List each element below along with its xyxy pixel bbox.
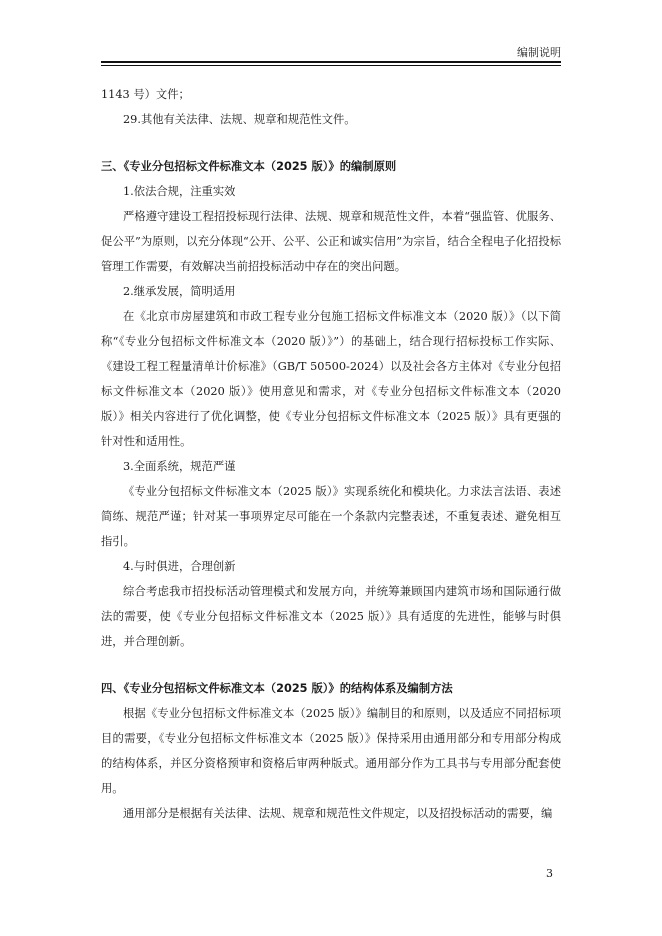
paragraph-5: 根据《专业分包招标文件标准文本（2025 版）》编制目的和原则，以及适应不同招标项目的需要，《专业分包招标文件标准文本（2025 版）》保持采用由通用部分和专用部分构成的结构体系，并区分资格预审和资格后审两种版式。通用部分作为工具书与专用部分配套使用。 (101, 707, 561, 795)
paragraph-3: 《专业分包招标文件标准文本（2025 版）》实现系统化和模块化。力求法言法语、表述简练、规范严谨；针对某一事项界定尽可能在一个条款内完整表述，不重复表述、避免相互指引。 (101, 485, 561, 548)
header-rule-thin (101, 65, 561, 66)
header-rule-thick (101, 61, 561, 63)
header-title: 编制说明 (517, 46, 561, 59)
list-item-29: 29.其他有关法律、法规、规章和规范性文件。 (123, 113, 356, 126)
document-body (101, 82, 561, 826)
paragraph-continuation: 1143 号）文件； (101, 88, 190, 101)
paragraph-2: 在《北京市房屋建筑和市政工程专业分包施工招标文件标准文本（2020 版）》（以下简称“《专业分包招标文件标准文本（2020 版）》”）的基础上，结合现行招标投标工作实际、《建设工程工程量清单计价标准》（GB/T 50500-2024）以及社会各方主体对《专业分包招标文件标准文本（2020 版）》使用意见和需求，对《专业分包招标文件标准文本（2020 版）》相关内容进行了优化调整，使《专业分包招标文件标准文本（2025 版）》具有更强的针对性和适用性。 (101, 310, 561, 448)
subheading-3: 3.全面系统，规范严谨 (123, 460, 236, 473)
subheading-2: 2.继承发展，简明适用 (123, 285, 236, 298)
subheading-4: 4.与时俱进，合理创新 (123, 560, 236, 573)
subheading-1: 1.依法合规，注重实效 (123, 185, 236, 198)
page-number: 3 (546, 867, 553, 880)
paragraph-1: 严格遵守建设工程招投标现行法律、法规、规章和规范性文件，本着“强监管、优服务、促公平”为原则，以充分体现“公开、公平、公正和诚实信用”为宗旨，结合全程电子化招投标管理工作需要，有效解决当前招投标活动中存在的突出问题。 (101, 210, 561, 273)
paragraph-4: 综合考虑我市招投标活动管理模式和发展方向，并统筹兼顾国内建筑市场和国际通行做法的需要，使《专业分包招标文件标准文本（2025 版）》具有适度的先进性，能够与时俱进，并合理创新。 (101, 585, 561, 648)
section-heading-4: 四、《专业分包招标文件标准文本（2025 版）》的结构体系及编制方法 (101, 682, 453, 695)
section-heading-3: 三、《专业分包招标文件标准文本（2025 版）》的编制原则 (101, 160, 397, 173)
paragraph-6: 通用部分是根据有关法律、法规、规章和规范性文件规定，以及招投标活动的需要，编 (123, 807, 553, 820)
